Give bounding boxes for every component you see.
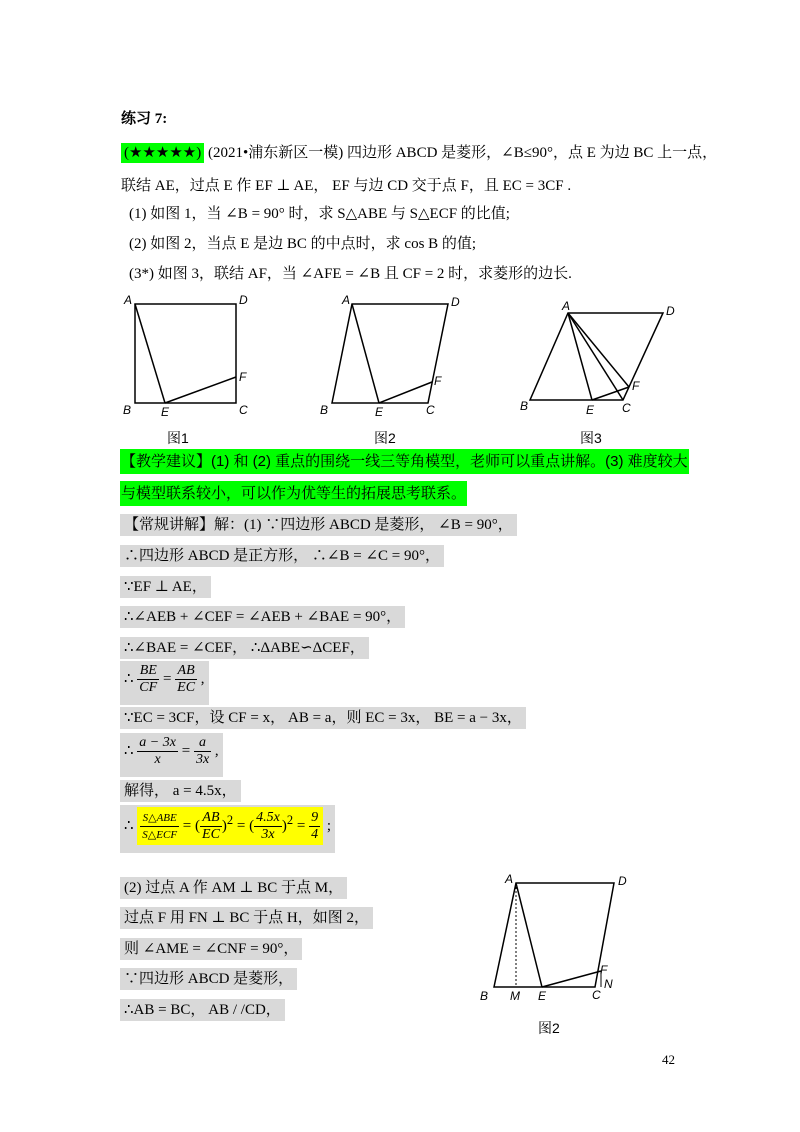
fig4-label-d: D: [618, 874, 627, 888]
teaching-advice-line-2: 与模型联系较小，可以作为优等生的拓展思考联系。: [120, 483, 467, 505]
solution-line-7: ∵EC = 3CF，设 CF = x， AB = a，则 EC = 3x， BE = a − 3x，: [120, 707, 526, 729]
fig3-rhombus: [530, 313, 663, 400]
fig2-segment-ae: [352, 304, 379, 403]
fig2-label-d: D: [451, 295, 460, 309]
solution-line-2: ∴四边形 ABCD 是正方形， ∴∠B = ∠C = 90°，: [120, 545, 444, 567]
solution-line-1: 【常规讲解】解：(1) ∵四边形 ABCD 是菱形， ∠B = 90°，: [120, 514, 517, 536]
fig2-rhombus: [332, 304, 448, 403]
fig3-segment-ae: [568, 313, 592, 400]
fig3-label-f: F: [632, 379, 640, 393]
fig2-label-a: A: [342, 293, 351, 307]
solution-line-3: ∵EF ⊥ AE，: [120, 576, 211, 598]
figure-2-solution: [470, 865, 650, 1010]
fig2-label-e: E: [375, 405, 384, 419]
fig4-label-a: A: [505, 872, 514, 886]
part2-line-1: (2) 过点 A 作 AM ⊥ BC 于点 M，: [120, 877, 347, 899]
fig4-segment-ef: [542, 971, 601, 987]
part2-line-3: 则 ∠AME = ∠CNF = 90°，: [120, 938, 302, 960]
problem-text-1: (2021•浦东新区一模) 四边形 ABCD 是菱形，∠B≤90°，点 E 为边 BC 上一点，: [207, 145, 718, 161]
exercise-title: 练习 7:: [121, 111, 168, 127]
fig3-label-b: B: [520, 399, 529, 413]
part2-line-5: ∴AB = BC， AB / /CD，: [120, 999, 285, 1021]
solution-line-10: ∴ $\frac{\text{S△ABE}}{\text{S△ECF}}$ = ( $\frac{AB}{EC}$ )$^2$ = ( $\frac{4.5x}{3x}$ )$^2$ = $\frac{9}{4}$ ;: [120, 805, 335, 853]
page-number: 42: [662, 1052, 675, 1067]
difficulty-stars: (★★★★★): [121, 143, 204, 163]
fig1-label-f: F: [239, 370, 247, 384]
solution-line-5: ∴∠BAE = ∠CEF， ∴ΔABE∽ΔCEF，: [120, 637, 369, 659]
fig1-label-c: C: [239, 403, 248, 417]
fig4-label-f: F: [600, 963, 608, 977]
fig3-segment-ac: [568, 313, 623, 400]
fig4-label-m: M: [510, 989, 520, 1003]
fig1-caption: 图1: [167, 430, 189, 446]
figure-1: [118, 290, 258, 420]
ratio-result: $\frac{\text{S△ABE}}{\text{S△ECF}}$ = ( $\frac{AB}{EC}$ )$^2$ = ( $\frac{4.5x}{3x}$ )$^2$ = $\frac{9}{4}$: [137, 807, 323, 845]
fig2-label-c: C: [426, 403, 435, 417]
fig4-rhombus: [494, 883, 614, 987]
problem-line-1: [121, 142, 717, 164]
figure-3: [510, 290, 700, 420]
fig4-segment-ae: [516, 883, 542, 987]
fig4-label-e: E: [538, 989, 547, 1003]
fig1-label-a: A: [124, 293, 133, 307]
fig4-label-b: B: [480, 989, 489, 1003]
teaching-advice-line-1: 【教学建议】(1) 和 (2) 重点的围绕一线三等角模型，老师可以重点讲解。(3) 难度较大: [120, 451, 689, 473]
solution-line-6: ∴ $\frac{BE}{CF}$ = $\frac{AB}{EC}$ ,: [120, 661, 209, 705]
fig4-label-n: N: [604, 977, 613, 991]
fig4-label-c: C: [592, 988, 601, 1002]
solution-line-9: 解得， a = 4.5x，: [120, 780, 241, 802]
fig1-label-d: D: [239, 293, 248, 307]
fig3-caption: 图3: [580, 430, 602, 446]
fig2-label-f: F: [434, 374, 442, 388]
question-2: (2) 如图 2，当点 E 是边 BC 的中点时，求 cos B 的值;: [129, 236, 477, 252]
part2-line-4: ∵四边形 ABCD 是菱形，: [120, 968, 297, 990]
fig1-segment-ef: [165, 377, 236, 403]
fig2-label-b: B: [320, 403, 329, 417]
part2-line-2: 过点 F 用 FN ⊥ BC 于点 H，如图 2，: [120, 907, 373, 929]
solution-line-8: ∴ $\frac{a - 3x}{x}$ = $\frac{a}{3x}$ ,: [120, 733, 223, 777]
fig3-label-e: E: [586, 403, 595, 417]
solution-line-4: ∴∠AEB + ∠CEF = ∠AEB + ∠BAE = 90°，: [120, 606, 405, 628]
question-1: (1) 如图 1，当 ∠B = 90° 时，求 S△ABE 与 S△ECF 的比值;: [129, 206, 510, 222]
fig3-label-a: A: [562, 299, 571, 313]
problem-line-2: 联结 AE，过点 E 作 EF ⊥ AE， EF 与边 CD 交于点 F，且 EC = 3CF .: [121, 178, 572, 194]
fig1-label-b: B: [123, 403, 132, 417]
question-3: (3*) 如图 3，联结 AF，当 ∠AFE = ∠B 且 CF = 2 时，求菱形的边长.: [129, 266, 572, 282]
fig1-label-e: E: [161, 405, 170, 419]
fig3-segment-af: [568, 313, 629, 387]
fig3-label-d: D: [666, 304, 675, 318]
figure-2: [315, 290, 465, 420]
fig1-segment-ae: [135, 304, 165, 403]
fig2-segment-ef: [379, 382, 432, 403]
fig4-caption: 图2: [538, 1020, 560, 1036]
fig2-caption: 图2: [374, 430, 396, 446]
fig3-label-c: C: [622, 401, 631, 415]
